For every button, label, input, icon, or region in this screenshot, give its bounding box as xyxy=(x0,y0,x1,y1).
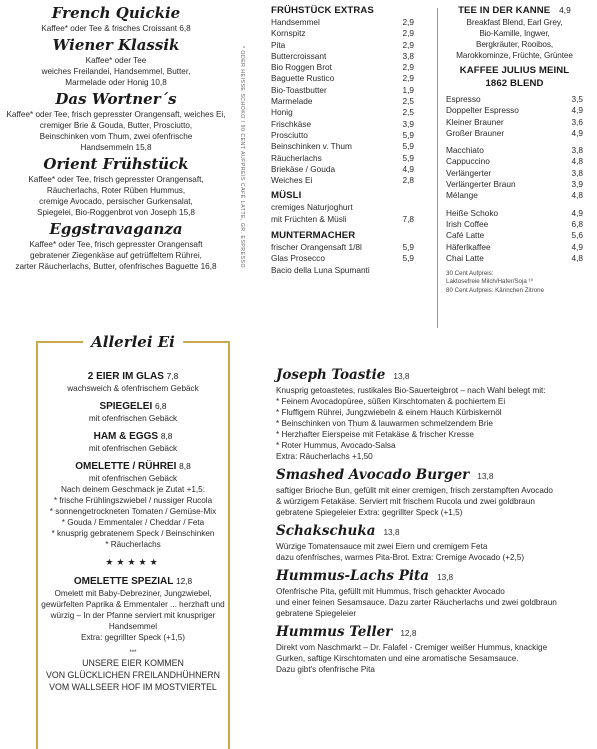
extra-item-row xyxy=(271,130,414,141)
muesli-price: 7,8 xyxy=(402,213,414,224)
hummus-teller-heading xyxy=(276,624,576,642)
kaffee-item-name: Irish Coffee xyxy=(446,218,489,229)
kaffee-item-name: Heiße Schoko xyxy=(446,207,499,218)
kaffee-item-row xyxy=(446,117,583,128)
omelette-line: * Gouda / Emmentaler / Cheddar / Feta xyxy=(61,518,205,527)
kaffee-item-name: Kleiner Brauner xyxy=(446,116,504,127)
kaffee-item-name: Häferlkaffee xyxy=(446,241,491,252)
das-wortners-line: Kaffee* oder Tee, frisch gepresster Orangensaft, weiches Ei, xyxy=(6,110,226,119)
muntermacher-item-name: Glas Prosecco xyxy=(271,253,325,264)
joseph-toastie-line: * Herzhafter Eierspeise mit Fetakäse & frischer Kresse xyxy=(276,430,474,439)
hummus-lachs-heading xyxy=(276,568,576,586)
extra-item-name: Räucherlachs xyxy=(271,152,322,163)
omelette-line: Nach deinem Geschmack je Zutat +1,5: xyxy=(60,485,206,494)
kaffee-item-row xyxy=(446,230,583,241)
joseph-toastie-line: * Beinschinken von Thum & lauwarmen schmelzendem Brie xyxy=(276,419,493,428)
kaffee-item-row xyxy=(446,253,583,264)
extra-item-price: 3,9 xyxy=(402,118,414,129)
kaffee-note: 80 Cent Aufpreis: Kännchen Zitrone xyxy=(446,286,545,294)
smashed-avocado-price: 13,8 xyxy=(477,471,494,481)
column-divider xyxy=(437,8,438,328)
muesli-line xyxy=(271,202,414,213)
kaffee-item-price: 3,6 xyxy=(571,116,583,127)
muntermacher-item-name: Bacio della Luna Spumanti xyxy=(271,264,370,275)
joseph-toastie-price: 13,8 xyxy=(393,371,410,381)
kaffee-item-name: Cappuccino xyxy=(446,156,490,167)
drinks-column xyxy=(446,4,583,295)
breakfast-column xyxy=(0,4,232,272)
extra-item-row xyxy=(271,62,414,73)
muntermacher-item-row xyxy=(271,265,414,276)
kaffee-item-price: 4,8 xyxy=(571,156,583,167)
joseph-toastie-line: * Roter Hummus, Avocado-Salsa xyxy=(276,441,396,450)
kaffee-item-price: 4,9 xyxy=(571,241,583,252)
hummus-teller-line: Gurken, saftige Kirschtomaten und eine aromatische Sesamsauce. xyxy=(276,654,519,663)
muntermacher-item-price: 5,9 xyxy=(402,253,414,264)
muntermacher-item-name: frischer Orangensaft 1/8l xyxy=(271,242,362,253)
extra-item-name: Frischkäse xyxy=(271,118,312,129)
extra-item-row xyxy=(271,51,414,62)
omelette-line: * knusprig gebratenem Speck / Beinschinken xyxy=(51,529,215,538)
das-wortners-line: Handsemmeln 15,8 xyxy=(80,143,152,152)
kaffee-item-price: 5,6 xyxy=(571,230,583,241)
wiener-klassik-line: Marmelade oder Honig 10,8 xyxy=(65,78,167,87)
joseph-toastie-line: * Feinem Avocadopüree, süßen Kirschtomaten & pochiertem Ei xyxy=(276,397,506,406)
schakschuka-price: 13,8 xyxy=(383,527,400,537)
extra-item-row xyxy=(271,40,414,51)
tee-line: Breakfast Blend, Earl Grey, xyxy=(466,18,563,27)
das-wortners-line: Beinschinken vom Thum, zwei ofenfrische xyxy=(39,132,193,141)
footer-line: VOM WALLSEER HOF IM MOSTVIERTEL xyxy=(49,682,217,692)
spiegelei-line: mit ofenfrischen Gebäck xyxy=(88,414,178,423)
side-note xyxy=(236,8,248,306)
kaffee-item-name: Doppelter Espresso xyxy=(446,105,519,116)
omelette-spezial-price: 12,8 xyxy=(175,576,193,586)
kaffee-item-row xyxy=(446,105,583,116)
kaffee-item-row xyxy=(446,168,583,179)
kaffee-item-row xyxy=(446,156,583,167)
kaffee-item-name: Verlängerter xyxy=(446,167,492,178)
omelette-spezial-line: würzig – In der Pfanne serviert mit knuspriger xyxy=(50,611,216,620)
hummus-lachs-title: Hummus-Lachs Pita xyxy=(276,568,429,584)
extra-item-name: Bio Roggen Brot xyxy=(271,62,332,73)
smashed-avocado-title: Smashed Avocado Burger xyxy=(276,467,470,483)
ham-eggs-price: 8,8 xyxy=(160,431,173,441)
joseph-toastie-line: Knusprig getoastetes, rustikales Bio-Sauerteigbrot – nach Wahl belegt mit: xyxy=(276,386,546,395)
allerlei-ei-title: Allerlei Ei xyxy=(83,333,183,351)
kaffee-group xyxy=(446,145,583,201)
tee-line: Marokkominze, Früchte, Grüntee xyxy=(456,51,573,60)
wiener-klassik-title: Wiener Klassik xyxy=(52,36,180,54)
kaffee-item-row xyxy=(446,179,583,190)
joseph-toastie-title: Joseph Toastie xyxy=(276,367,386,383)
kaffee-item-price: 4,9 xyxy=(571,207,583,218)
omelette-heading xyxy=(38,460,228,473)
kaffee-heading-2: 1862 BLEND xyxy=(485,78,544,89)
orient-fruehstueck-title: Orient Frühstück xyxy=(43,155,189,173)
extra-item-price: 3,8 xyxy=(402,50,414,61)
kaffee-item-price: 4,9 xyxy=(571,127,583,138)
kaffee-item-row xyxy=(446,145,583,156)
tee-line: Bio-Kamille, Ingwer, xyxy=(479,29,550,38)
spiegelei-name: SPIEGELEI xyxy=(99,401,153,412)
tee-line: Bergkräuter, Rooibos, xyxy=(475,40,554,49)
extra-item-name: Kornspitz xyxy=(271,28,306,39)
wiener-klassik-line: Kaffee* oder Tee xyxy=(85,56,147,65)
orient-fruehstueck-line: cremige Avocado, persischer Gurkensalat, xyxy=(39,197,193,206)
kaffee-item-row xyxy=(446,242,583,253)
kaffee-item-price: 4,8 xyxy=(571,190,583,201)
extra-item-price: 2,9 xyxy=(402,17,414,27)
das-wortners-title: Das Wortner´s xyxy=(55,90,177,108)
kaffee-item-row xyxy=(446,208,583,219)
eggstravaganza-line: Kaffee* oder Tee, frisch gepresster Orangensaft xyxy=(29,240,203,249)
kaffee-item-row xyxy=(446,219,583,230)
omelette-spezial-line: gewürfelten Paprika & Emmentaler ... herzhaft und xyxy=(41,600,225,609)
hummus-teller-title: Hummus Teller xyxy=(276,624,393,640)
eggstravaganza-line: zarter Räucherlachs, Butter, ofenfrisches Baguette 16,8 xyxy=(15,262,217,271)
allerlei-ei-content xyxy=(38,370,228,693)
joseph-toastie-line: * Fluffigem Rührei, Jungzwiebeln & einem Hauch Kürbiskernöl xyxy=(276,408,502,417)
schakschuka-line: dazu ofenfrisches, warmes Pita-Brot. Extra: Cremige Avocado (+2,5) xyxy=(276,553,525,562)
footer-line: VON GLÜCKLICHEN FREILANDHÜHNERN xyxy=(45,670,220,680)
extra-item-name: Honig xyxy=(271,107,293,118)
kaffee-item-name: Großer Brauner xyxy=(446,127,505,138)
extra-item-price: 2,9 xyxy=(402,28,414,39)
extra-item-price: 4,9 xyxy=(402,163,414,174)
extra-item-name: Handsemmel xyxy=(271,17,320,27)
kaffee-item-price: 6,8 xyxy=(571,218,583,229)
hummus-lachs-line: und einer feinen Sesamsauce. Dazu zarter Räucherlachs und zwei goldbraun xyxy=(276,598,557,607)
french-quickie-line: Kaffee* oder Tee & frisches Croissant 6,8 xyxy=(41,24,191,33)
footer-mark: *** xyxy=(129,650,137,656)
kaffee-item-price: 4,8 xyxy=(571,252,583,263)
extras-heading: FRÜHSTÜCK EXTRAS xyxy=(271,5,374,16)
omelette-spezial-line: Omelett mit Baby-Debreziner, Jungzwiebel, xyxy=(54,589,212,598)
allerlei-ei-box xyxy=(36,333,230,749)
extra-item-name: Buttercroissant xyxy=(271,50,327,61)
kaffee-item-row xyxy=(446,94,583,105)
hummus-lachs-price: 13,8 xyxy=(437,572,454,582)
extra-item-row xyxy=(271,73,414,84)
extra-item-name: Marmelade xyxy=(271,96,313,107)
eggstravaganza-title: Eggstravaganza xyxy=(49,220,183,238)
extra-item-row xyxy=(271,119,414,130)
muntermacher-item-price: 5,9 xyxy=(402,242,414,253)
kaffee-item-name: Mélange xyxy=(446,190,478,201)
extra-item-name: Bio-Toastbutter xyxy=(271,84,327,95)
kaffee-note: 30 Cent Aufpreis: xyxy=(446,270,494,278)
muntermacher-item-row xyxy=(271,253,414,264)
kaffee-group xyxy=(446,208,583,264)
extra-item-price: 5,9 xyxy=(402,141,414,152)
extra-item-name: Beinschinken v. Thum xyxy=(271,141,352,152)
smashed-avocado-line: gebratene Spiegeleier Extra: gegrillter Speck (+1,5) xyxy=(276,508,463,517)
hummus-teller-price: 12,8 xyxy=(400,628,417,638)
kaffee-group xyxy=(446,94,583,139)
schakschuka-line: Würzige Tomatensauce mit zwei Eiern und cremigem Feta xyxy=(276,542,488,551)
extra-item-row xyxy=(271,164,414,175)
schakschuka-heading xyxy=(276,523,576,541)
orient-fruehstueck-line: Spiegelei, Bio-Roggenbrot von Joseph 15,8 xyxy=(37,208,195,217)
schakschuka-title: Schakschuka xyxy=(276,523,376,539)
ham-eggs-name: HAM & EGGS xyxy=(93,431,159,442)
extra-item-price: 5,9 xyxy=(402,152,414,163)
eier-im-glas-line: wachsweich & ofenfrischem Gebäck xyxy=(67,384,199,393)
tee-heading: TEE IN DER KANNE xyxy=(458,5,551,16)
kaffee-item-price: 3,8 xyxy=(571,145,583,156)
kaffee-item-name: Café Latte xyxy=(446,230,485,241)
kaffee-item-price: 3,8 xyxy=(571,167,583,178)
orient-fruehstueck-line: Kaffee* oder Tee, frisch gepresster Orangensaft, xyxy=(28,175,204,184)
kaffee-item-name: Chai Latte xyxy=(446,252,484,263)
kaffee-item-price: 4,9 xyxy=(571,105,583,116)
omelette-line: * sonnengetrockneten Tomaten / Gemüse-Mix xyxy=(49,507,217,516)
smashed-avocado-heading xyxy=(276,467,576,485)
hummus-teller-line: Direkt vom Naschmarkt – Dr. Falafel - Cremiger weißer Hummus, knackige xyxy=(276,643,548,652)
hummus-teller-line: Dazu gibt's ofenfrische Pita xyxy=(276,665,375,674)
omelette-line: * frische Frühlingszwiebel / nussiger Rucola xyxy=(53,496,213,505)
kaffee-item-row xyxy=(446,128,583,139)
omelette-line: * Räucherlachs xyxy=(105,540,161,549)
dishes-section xyxy=(276,367,576,675)
joseph-toastie-heading xyxy=(276,367,576,385)
joseph-toastie-line: Extra: Räucherlachs +1,50 xyxy=(276,452,373,461)
muntermacher-list xyxy=(271,242,414,276)
muesli-heading: MÜSLI xyxy=(271,190,302,202)
smashed-avocado-line: saftiger Brioche Bun, gefüllt mit einer cremigen, frisch zerstampften Avocado xyxy=(276,486,553,495)
extra-item-price: 2,9 xyxy=(402,39,414,50)
kaffee-item-price: 3,9 xyxy=(571,179,583,190)
extra-item-row xyxy=(271,175,414,186)
footer-line: UNSERE EIER KOMMEN xyxy=(82,658,184,668)
tee-price: 4,9 xyxy=(559,5,571,15)
hummus-lachs-line: gebratene Spiegeleier xyxy=(276,609,357,618)
spiegelei-heading xyxy=(38,400,228,413)
extras-list xyxy=(271,17,414,186)
extra-item-price: 5,9 xyxy=(402,129,414,140)
eggstravaganza-line: gebratener Ziegenkäse auf getrüffeltem Rührei, xyxy=(30,251,202,260)
extra-item-price: 2,5 xyxy=(402,96,414,107)
extra-item-name: Briekäse / Gouda xyxy=(271,163,336,174)
ham-eggs-line: mit ofenfrischen Gebäck xyxy=(88,444,178,453)
omelette-name: OMELETTE / RÜHREI xyxy=(75,461,177,472)
extra-item-name: Pita xyxy=(271,39,286,50)
extra-item-row xyxy=(271,85,414,96)
extra-item-row xyxy=(271,28,414,39)
extra-item-price: 1,9 xyxy=(402,84,414,95)
french-quickie-title: French Quickie xyxy=(51,4,181,22)
extra-item-price: 2,5 xyxy=(402,107,414,118)
smashed-avocado-line: & würzigem Fetakäse. Serviert mit frischem Rucola und zwei goldbraun xyxy=(276,497,535,506)
extra-item-name: Prosciutto xyxy=(271,129,308,140)
side-note-text: * ODER HEISSE SCHOKO / 90 CENT AUFPREIS CAFÉ LATTE, GR. ESPRESSO xyxy=(239,45,245,269)
omelette-spezial-line: Handsemmel xyxy=(108,622,158,631)
omelette-spezial-heading xyxy=(38,575,228,588)
spiegelei-price: 6,8 xyxy=(155,401,167,411)
kaffee-item-price: 3,5 xyxy=(571,94,583,104)
kaffee-note: Laktosefreie Milch/Hafer/Soja ¹⁰ xyxy=(446,278,534,286)
eier-im-glas-name: 2 EIER IM GLAS xyxy=(87,371,164,382)
extra-item-row xyxy=(271,17,414,28)
muesli-line xyxy=(271,214,414,225)
kaffee-item-row xyxy=(446,190,583,201)
omelette-price: 8,8 xyxy=(179,461,191,471)
kaffee-item-name: Macchiato xyxy=(446,145,484,156)
wiener-klassik-line: weiches Freilandei, Handsemmel, Butter, xyxy=(41,67,191,76)
extra-item-price: 2,8 xyxy=(402,175,414,186)
omelette-spezial-name: OMELETTE SPEZIAL xyxy=(73,576,174,587)
omelette-line: mit ofenfrischen Gebäck xyxy=(88,474,178,483)
muesli-line-2: mit Früchten & Müsli xyxy=(271,213,347,224)
extras-column xyxy=(271,4,414,276)
hummus-lachs-line: Ofenfrische Pita, gefüllt mit Hummus, frisch gehackter Avocado xyxy=(276,587,505,596)
muntermacher-heading: MUNTERMACHER xyxy=(271,230,356,242)
muesli-line-1: cremiges Naturjoghurt xyxy=(271,202,353,213)
extra-item-row xyxy=(271,107,414,118)
extra-item-row xyxy=(271,96,414,107)
eier-im-glas-price: 7,8 xyxy=(166,371,179,381)
omelette-spezial-line: Extra: gegrillter Speck (+1,5) xyxy=(81,633,185,642)
extra-item-row xyxy=(271,141,414,152)
orient-fruehstueck-line: Räucherlachs, Roter Rüben Hummus, xyxy=(46,186,186,195)
kaffee-heading: KAFFEE JULIUS MEINL xyxy=(459,65,570,76)
ham-eggs-heading xyxy=(38,430,228,443)
kaffee-item-name: Espresso xyxy=(446,94,481,104)
tee-heading-row xyxy=(446,4,583,17)
extra-item-name: Weiches Ei xyxy=(271,175,313,186)
stars-divider: ★★★★★ xyxy=(105,557,161,567)
eier-im-glas-heading xyxy=(38,370,228,383)
extra-item-name: Baguette Rustico xyxy=(271,73,335,84)
kaffee-item-name: Verlängerter Braun xyxy=(446,179,516,190)
muntermacher-item-row xyxy=(271,242,414,253)
das-wortners-line: cremiger Brie & Gouda, Butter, Prosciutto, xyxy=(39,121,193,130)
extra-item-price: 2,9 xyxy=(402,62,414,73)
extra-item-price: 2,9 xyxy=(402,73,414,84)
extra-item-row xyxy=(271,153,414,164)
